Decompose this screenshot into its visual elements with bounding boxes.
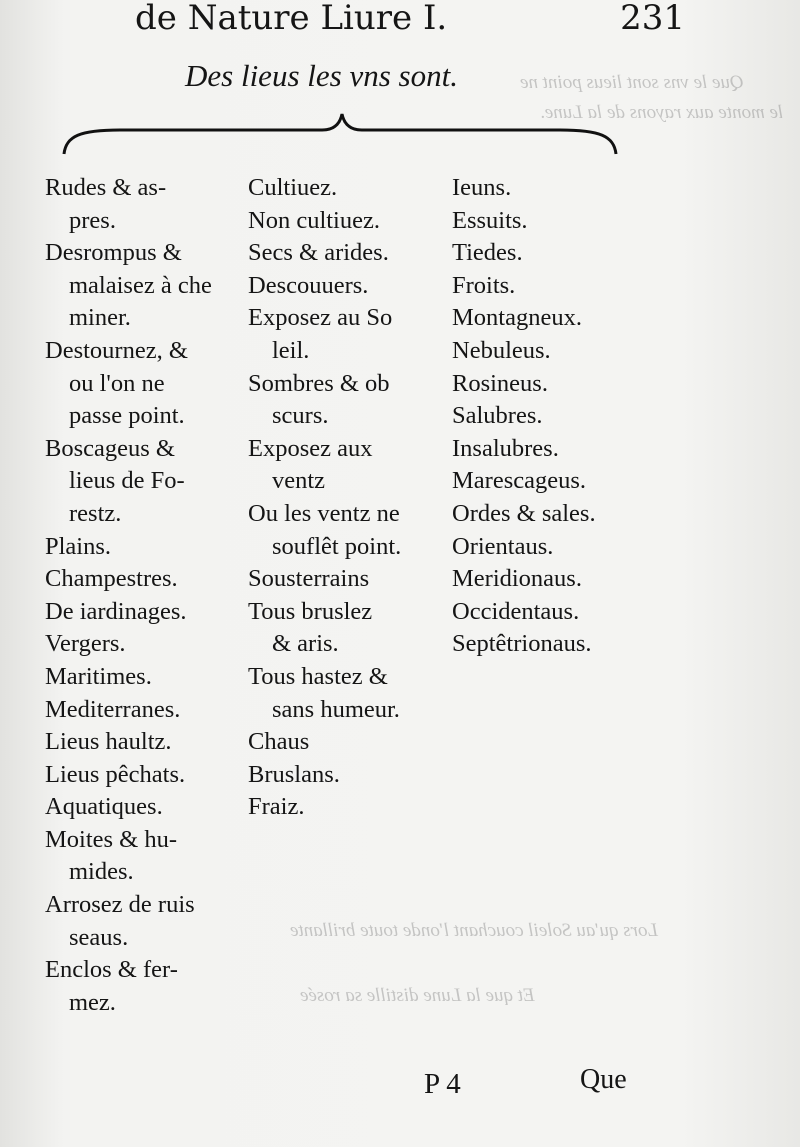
show-through-text: Et que la Lune distille sa rosée [300, 985, 535, 1006]
entry-line: Nebuleus. [452, 336, 551, 364]
entry-line: mides. [69, 858, 134, 886]
entry-line: Froits. [452, 271, 516, 299]
entry-line: Plains. [45, 532, 112, 560]
entry-line: Exposez aux [248, 434, 373, 462]
entry-line: Exposez au So [248, 304, 393, 332]
entry-line: leil. [272, 336, 310, 364]
entry-line: Meridionaus. [452, 565, 582, 593]
entry-line: Rudes & as- [45, 174, 167, 201]
entry-line: mez. [69, 988, 116, 1016]
entry-line: sans humeur. [272, 695, 400, 723]
column-right [452, 172, 596, 661]
signature-mark: P 4 [424, 1068, 461, 1100]
running-title: de Nature Liure I. [135, 0, 448, 38]
entry-line: Ordes & sales. [452, 499, 596, 527]
decorative-bracket-rule [60, 112, 620, 158]
entry-line: Septêtrionaus. [452, 630, 592, 658]
show-through-text: Que le vns sont lieus point ne [520, 72, 744, 93]
column-middle [248, 172, 401, 824]
entry-line: Marescageus. [452, 467, 587, 495]
entry-line: Vergers. [45, 630, 126, 658]
show-through-text: Lors qu'au Soleil couchant l'onde toute brillante [290, 920, 659, 941]
entry-line: Tous hastez & [248, 662, 388, 690]
entry-line: Chaus [248, 728, 310, 756]
entry-line: Non cultiuez. [248, 206, 380, 234]
entry-line: Mediterranes. [45, 695, 181, 723]
entry-line: Maritimes. [45, 662, 152, 690]
entry-line: Insalubres. [452, 434, 559, 462]
entry-line: Cultiuez. [248, 174, 338, 201]
entry-line: Bruslans. [248, 760, 340, 788]
entry-line: scurs. [272, 402, 329, 430]
show-through-text: le monte aux rayons de la Lune. [540, 102, 784, 123]
entry-line: Rosineus. [452, 369, 548, 397]
page-number: 231 [620, 0, 685, 38]
entry-line: ou l'on ne [69, 369, 165, 397]
section-heading: Des lieus les vns sont. [185, 58, 458, 93]
column-left [45, 172, 212, 1019]
entry-line: Lieus haultz. [45, 728, 172, 756]
entry-line: Tiedes. [452, 239, 523, 267]
entry-line: Boscageus & [45, 434, 175, 462]
entry-line: Montagneux. [452, 304, 582, 332]
entry-line: Moites & hu- [45, 825, 178, 853]
entry-line: Tous bruslez [248, 597, 373, 625]
entry-line: ventz [272, 467, 326, 495]
entry-line: Lieus pêchats. [45, 760, 186, 788]
entry-line: Arrosez de ruis [45, 891, 195, 919]
entry-line: malaisez à che [69, 271, 212, 299]
entry-line: lieus de Fo- [69, 467, 185, 495]
catchword: Que [580, 1064, 627, 1095]
entry-line: & aris. [272, 630, 339, 658]
entry-line: restz. [69, 499, 122, 527]
entry-line: Sombres & ob [248, 369, 390, 397]
entry-line: seaus. [69, 923, 129, 951]
entry-line: De iardinages. [45, 597, 187, 625]
page-header [135, 0, 685, 44]
entry-line: Desrompus & [45, 239, 182, 267]
entry-line: miner. [69, 304, 131, 332]
entry-line: Salubres. [452, 402, 543, 430]
entry-line: passe point. [69, 402, 185, 430]
entry-line: Secs & arides. [248, 239, 389, 267]
entry-line: Aquatiques. [45, 793, 163, 821]
entry-line: Ou les ventz ne [248, 499, 400, 527]
entry-line: souflêt point. [272, 532, 402, 560]
entry-line: Champestres. [45, 565, 178, 593]
entry-line: Enclos & fer- [45, 956, 178, 984]
entry-line: Fraiz. [248, 793, 305, 821]
entry-line: Sousterrains [248, 565, 370, 593]
entry-line: Essuits. [452, 206, 528, 234]
entry-line: Orientaus. [452, 532, 554, 560]
entry-line: pres. [69, 206, 116, 234]
entry-line: Ieuns. [452, 174, 512, 201]
entry-line: Descouuers. [248, 271, 369, 299]
entry-line: Occidentaus. [452, 597, 580, 625]
entry-line: Destournez, & [45, 336, 188, 364]
